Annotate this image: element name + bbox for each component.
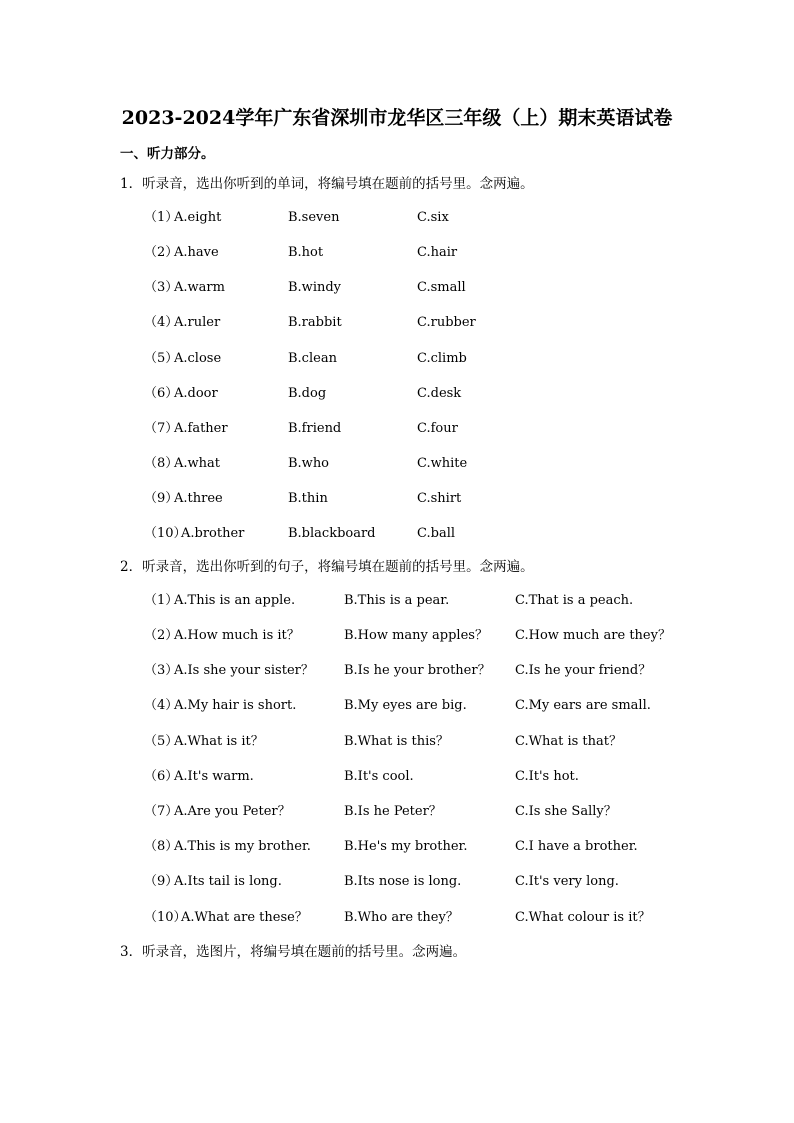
item-number: （1）	[144, 210, 179, 225]
item-number: （4）	[144, 698, 179, 713]
option-a: A.three	[174, 491, 223, 506]
option-a: A.ruler	[174, 315, 221, 330]
option-b: B.He's my brother.	[344, 839, 468, 854]
option-b: B.It's cool.	[344, 769, 414, 784]
option-b: B.Is he Peter？	[344, 804, 442, 819]
option-a: A.what	[174, 456, 220, 471]
option-b: B.dog	[288, 386, 327, 401]
item-number: （3）	[144, 280, 179, 295]
option-a: A.brother	[181, 526, 245, 541]
option-b: B.How many apples？	[344, 628, 488, 643]
option-b: B.windy	[288, 280, 342, 295]
option-c: C.It's very long.	[515, 874, 619, 889]
option-c: C.small	[417, 280, 466, 295]
option-c: C.It's hot.	[515, 769, 579, 784]
option-b: B.Is he your brother？	[344, 663, 491, 678]
option-a: A.Is she your sister？	[174, 663, 314, 678]
option-b: B.Who are they？	[344, 910, 459, 925]
item-number: （10）	[144, 910, 187, 925]
option-b: B.My eyes are big.	[344, 698, 467, 713]
option-a: A.warm	[174, 280, 225, 295]
option-c: C.My ears are small.	[515, 698, 651, 713]
item-number: （5）	[144, 351, 179, 366]
option-a: A.What are these？	[181, 910, 308, 925]
item-number: （3）	[144, 663, 179, 678]
option-c: C.How much are they？	[515, 628, 671, 643]
option-c: C.hair	[417, 245, 458, 260]
item-number: （1）	[144, 593, 179, 608]
option-c: C.climb	[417, 351, 467, 366]
option-b: B.seven	[288, 210, 340, 225]
option-a: A.eight	[174, 210, 222, 225]
question-2-instruction: 2．听录音，选出你听到的句子，将编号填在题前的括号里。念两遍。	[120, 559, 534, 575]
item-number: （2）	[144, 245, 179, 260]
option-c: C.shirt	[417, 491, 462, 506]
item-number: （8）	[144, 839, 179, 854]
item-number: （9）	[144, 874, 179, 889]
question-3-instruction: 3．听录音，选图片，将编号填在题前的括号里。念两遍。	[120, 944, 467, 960]
item-number: （9）	[144, 491, 179, 506]
option-b: B.This is a pear.	[344, 593, 450, 608]
option-c: C.Is she Sally？	[515, 804, 617, 819]
option-c: C.white	[417, 456, 468, 471]
option-b: B.blackboard	[288, 526, 376, 541]
option-c: C.What colour is it？	[515, 910, 651, 925]
option-b: B.thin	[288, 491, 328, 506]
option-c: C.That is a peach.	[515, 593, 634, 608]
option-a: A.This is my brother.	[174, 839, 311, 854]
option-b: B.hot	[288, 245, 324, 260]
option-c: C.desk	[417, 386, 462, 401]
option-a: A.It's warm.	[174, 769, 254, 784]
option-a: A.Its tail is long.	[174, 874, 282, 889]
item-number: （2）	[144, 628, 179, 643]
option-a: A.close	[174, 351, 222, 366]
option-b: B.clean	[288, 351, 337, 366]
option-a: A.Are you Peter？	[174, 804, 291, 819]
option-b: B.who	[288, 456, 330, 471]
option-a: A.father	[174, 421, 228, 436]
section-heading-listening: 一、听力部分。	[120, 146, 215, 162]
option-b: B.friend	[288, 421, 342, 436]
item-number: （6）	[144, 769, 179, 784]
option-c: C.What is that？	[515, 734, 622, 749]
option-a: A.door	[174, 386, 218, 401]
item-number: （4）	[144, 315, 179, 330]
option-c: C.Is he your friend？	[515, 663, 652, 678]
option-a: A.How much is it？	[174, 628, 300, 643]
option-b: B.What is this？	[344, 734, 449, 749]
item-number: （10）	[144, 526, 187, 541]
item-number: （7）	[144, 804, 179, 819]
option-b: B.rabbit	[288, 315, 342, 330]
option-a: A.What is it？	[174, 734, 264, 749]
item-number: （6）	[144, 386, 179, 401]
option-c: C.four	[417, 421, 458, 436]
page-title: 2023-2024学年广东省深圳市龙华区三年级（上）期末英语试卷	[121, 107, 673, 129]
option-b: B.Its nose is long.	[344, 874, 462, 889]
question-1-instruction: 1．听录音，选出你听到的单词，将编号填在题前的括号里。念两遍。	[120, 176, 534, 192]
option-c: C.I have a brother.	[515, 839, 638, 854]
option-c: C.ball	[417, 526, 456, 541]
option-c: C.six	[417, 210, 449, 225]
option-a: A.have	[174, 245, 219, 260]
item-number: （8）	[144, 456, 179, 471]
item-number: （7）	[144, 421, 179, 436]
item-number: （5）	[144, 734, 179, 749]
option-c: C.rubber	[417, 315, 476, 330]
option-a: A.This is an apple.	[174, 593, 296, 608]
option-a: A.My hair is short.	[174, 698, 297, 713]
